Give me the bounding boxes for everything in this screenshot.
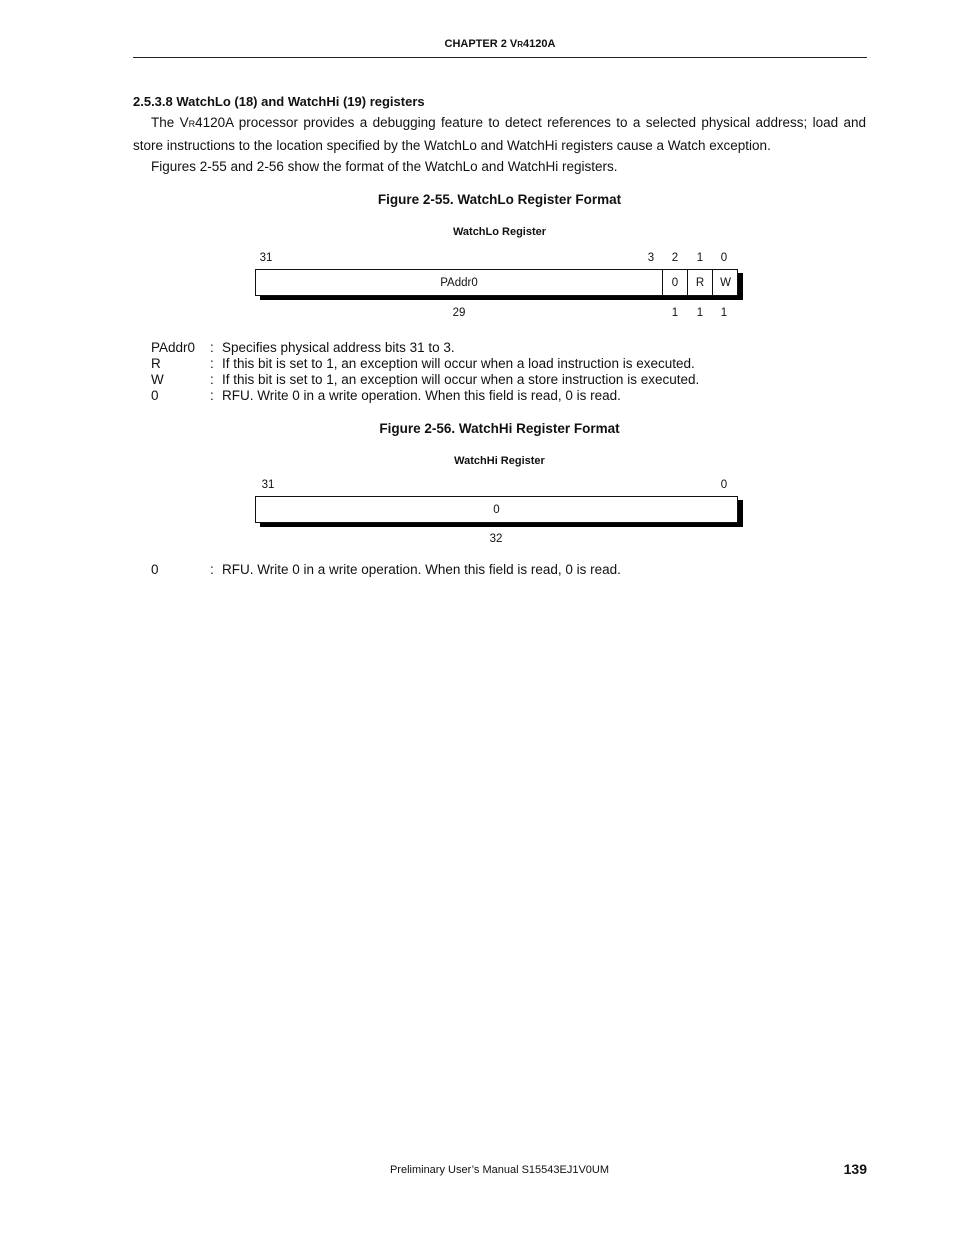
watchlo-bit-2: 2 xyxy=(671,252,679,264)
desc-text-hi-0: RFU. Write 0 in a write operation. When this field is read, 0 is read. xyxy=(222,562,621,577)
watchlo-register-title: WatchLo Register xyxy=(452,226,547,238)
watchlo-bit-31: 31 xyxy=(259,252,273,264)
chapter-label: CHAPTER 2 V xyxy=(444,38,518,50)
figure-56-title: Figure 2-56. WatchHi Register Format xyxy=(379,421,620,436)
field-r: R xyxy=(687,270,712,295)
intro-paragraph xyxy=(133,112,866,157)
desc-text-0: RFU. Write 0 in a write operation. When this field is read, 0 is read. xyxy=(222,388,621,403)
intro-text-a: The V xyxy=(151,115,189,130)
desc-key-0: 0 xyxy=(151,388,159,403)
footer-manual: Preliminary User’s Manual S15543EJ1V0UM xyxy=(389,1164,610,1176)
watchhi-bit-31: 31 xyxy=(261,479,275,491)
desc-colon: : xyxy=(210,388,214,403)
width-watchhi-rfu: 32 xyxy=(489,533,503,545)
watchlo-bit-1: 1 xyxy=(696,252,704,264)
watchhi-bit-0: 0 xyxy=(720,479,728,491)
desc-colon: : xyxy=(210,372,214,387)
desc-colon: : xyxy=(210,340,214,355)
watchlo-register-box xyxy=(255,269,738,296)
width-w: 1 xyxy=(720,307,728,319)
desc-key-hi-0: 0 xyxy=(151,562,159,577)
figures-paragraph: Figures 2-55 and 2-56 show the format of the WatchLo and WatchHi registers. xyxy=(151,159,618,174)
chapter-model: 4120A xyxy=(523,38,556,50)
field-watchhi-rfu: 0 xyxy=(493,503,500,516)
desc-colon: : xyxy=(210,356,214,371)
desc-text-r: If this bit is set to 1, an exception will occur when a load instruction is executed. xyxy=(222,356,695,371)
intro-text-b: 4120A processor provides a debugging feature to detect references to a selected physical address; load and store instructions to the location specified by the WatchLo and WatchHi registers cause a Watch exception. xyxy=(133,115,866,153)
desc-text-paddr0: Specifies physical address bits 31 to 3. xyxy=(222,340,455,355)
watchhi-register-box xyxy=(255,496,738,523)
intro-subscript: R xyxy=(188,119,196,129)
field-paddr0: PAddr0 xyxy=(440,276,478,289)
width-rfu-0: 1 xyxy=(671,307,679,319)
watchlo-bit-0: 0 xyxy=(720,252,728,264)
watchlo-bit-3: 3 xyxy=(647,252,655,264)
desc-colon: : xyxy=(210,562,214,577)
field-w: W xyxy=(712,270,738,295)
desc-text-w: If this bit is set to 1, an exception will occur when a store instruction is executed. xyxy=(222,372,700,387)
page-number: 139 xyxy=(843,1161,867,1177)
desc-key-r: R xyxy=(151,356,161,371)
desc-key-paddr0: PAddr0 xyxy=(151,340,196,355)
field-rfu-0: 0 xyxy=(662,270,687,295)
desc-key-w: W xyxy=(151,372,164,387)
page-header xyxy=(133,38,867,58)
chapter-subscript: R xyxy=(517,40,524,49)
width-r: 1 xyxy=(696,307,704,319)
watchhi-register-title: WatchHi Register xyxy=(454,455,545,467)
width-paddr0: 29 xyxy=(452,307,466,319)
section-title: 2.5.3.8 WatchLo (18) and WatchHi (19) registers xyxy=(133,94,425,109)
figure-55-title: Figure 2-55. WatchLo Register Format xyxy=(377,192,622,207)
